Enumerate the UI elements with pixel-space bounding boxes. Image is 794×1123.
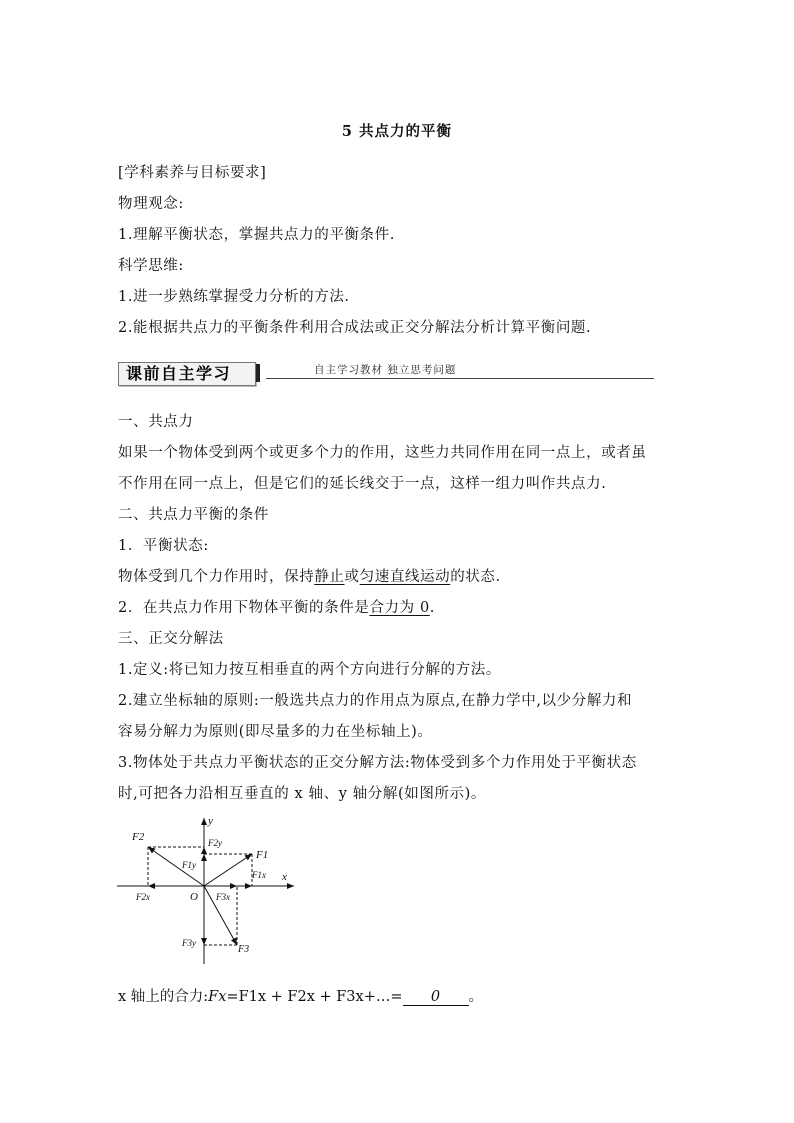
concept-heading: 物理观念:: [118, 196, 184, 212]
s3-item-2-line-1: 2.建立坐标轴的原则:一般选共点力的作用点为原点,在静力学中,以少分解力和: [118, 693, 633, 709]
label-F1: F1: [256, 849, 269, 861]
s1-paragraph-line-2: 不作用在同一点上，但是它们的延长线交于一点，这样一组力叫作共点力.: [118, 476, 607, 492]
label-F3y: F3y: [182, 938, 196, 948]
label-F2: F2: [132, 831, 145, 843]
text-segment: 2．在共点力作用下物体平衡的条件是: [118, 600, 370, 616]
answer-static: 静止: [314, 569, 345, 585]
s2-item-2: [118, 599, 435, 617]
s2-heading: 二、共点力平衡的条件: [118, 507, 269, 523]
section-banner: [118, 360, 654, 386]
answer-uniform-motion: 匀速直线运动: [359, 569, 451, 585]
s2-item-1: 1．平衡状态:: [118, 538, 209, 554]
concept-item-1: 1.理解平衡状态，掌握共点力的平衡条件.: [118, 227, 395, 243]
s1-paragraph-line-1: 如果一个物体受到两个或更多个力的作用，这些力共同作用在同一点上，或者虽: [118, 445, 647, 461]
s3-heading: 三、正交分解法: [118, 631, 224, 647]
banner-title: 课前自主学习: [126, 364, 232, 383]
label-origin: O: [190, 891, 198, 903]
formula-answer-blank: 0: [403, 989, 469, 1006]
page-title: 5 共点力的平衡: [341, 123, 453, 140]
s3-item-3-line-2: 时,可把各力沿相互垂直的 x 轴、y 轴分解(如图所示)。: [118, 786, 487, 802]
text-segment: .: [429, 600, 435, 616]
label-y: y: [208, 815, 213, 827]
x-axis-net-force-formula: [118, 985, 483, 1006]
text-segment: 物体受到几个力作用时，保持: [118, 569, 315, 585]
label-F1y: F1y: [182, 860, 196, 870]
force-F1-arrow: [204, 854, 252, 886]
label-F2x: F2x: [136, 892, 150, 902]
label-F3x: F3x: [216, 892, 230, 902]
formula-rhs: =F1x + F2x + F3x+…=: [226, 989, 403, 1005]
force-decomposition-diagram: [112, 812, 302, 970]
text-segment: 或: [344, 569, 360, 585]
formula-prefix: x 轴上的合力:: [118, 989, 209, 1005]
label-x: x: [282, 871, 287, 883]
banner-rule: [266, 378, 654, 379]
s3-item-1: 1.定义:将已知力按互相垂直的两个方向进行分解的方法。: [118, 662, 501, 678]
label-F3: F3: [238, 944, 250, 955]
answer-net-force-zero: 合力为 0: [369, 600, 430, 616]
section-label: [学科素养与目标要求]: [118, 165, 267, 181]
s1-heading: 一、共点力: [118, 414, 194, 430]
formula-lhs: Fx: [208, 989, 227, 1005]
label-F1x: F1x: [252, 870, 266, 880]
label-F2y: F2y: [208, 838, 222, 848]
banner-subtitle: 自主学习教材 独立思考问题: [314, 364, 457, 376]
s2-item-1-answer-line: [118, 568, 501, 586]
formula-end: 。: [468, 989, 483, 1005]
banner-bar: [256, 364, 260, 382]
s3-item-2-line-2: 容易分解力为原则(即尽量多的力在坐标轴上)。: [118, 724, 433, 740]
text-segment: 的状态.: [450, 569, 501, 585]
thinking-heading: 科学思维:: [118, 258, 184, 274]
s3-item-3-line-1: 3.物体处于共点力平衡状态的正交分解方法:物体受到多个力作用处于平衡状态: [118, 755, 637, 771]
thinking-item-2: 2.能根据共点力的平衡条件利用合成法或正交分解法分析计算平衡问题.: [118, 320, 592, 336]
thinking-item-1: 1.进一步熟练掌握受力分析的方法.: [118, 289, 350, 305]
